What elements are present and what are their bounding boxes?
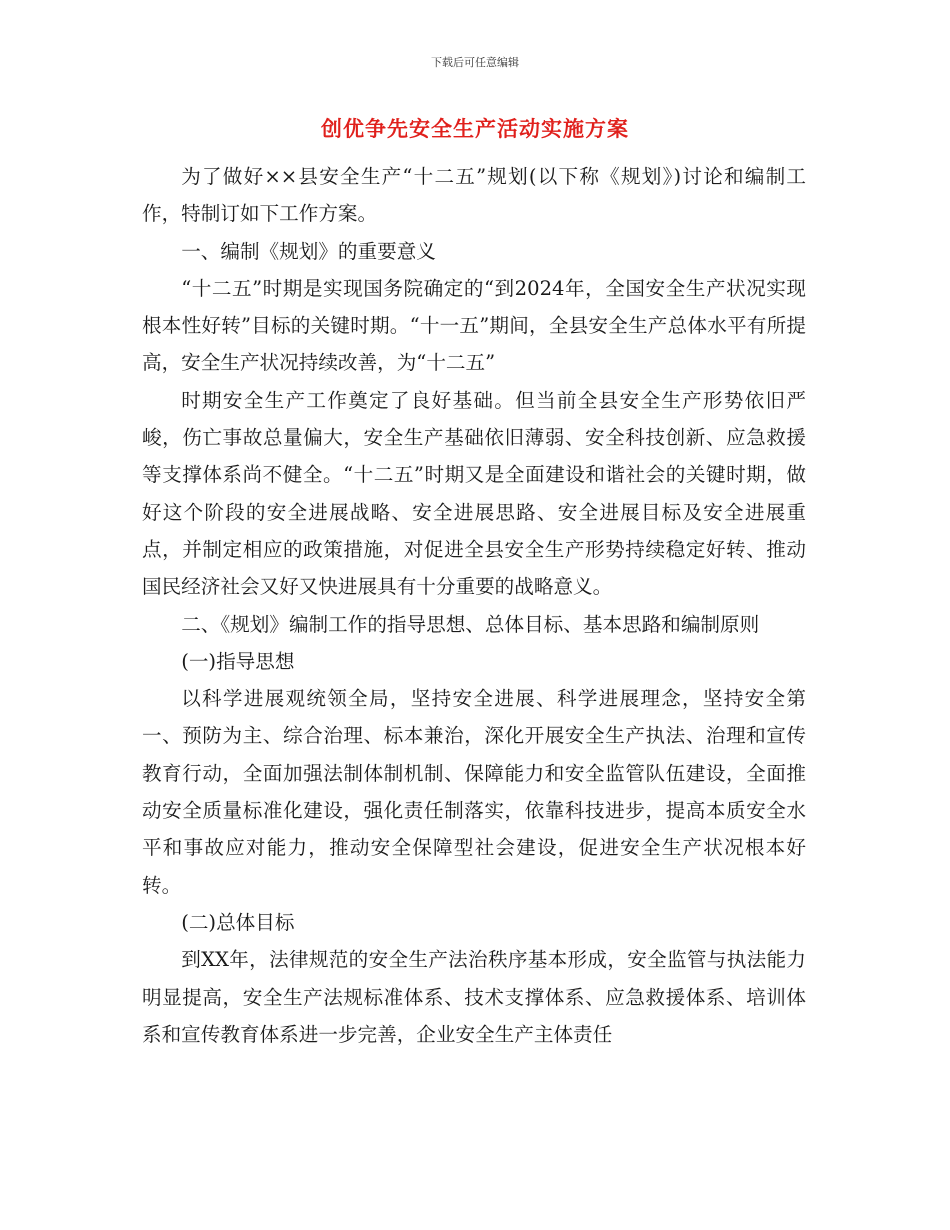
paragraph-overall-goal: 到XX年，法律规范的安全生产法治秩序基本形成，安全监管与执法能力明显提高，安全生产法规标准体系、技术支撑体系、应急救援体系、培训体系和宣传教育体系进一步完善，企业安全生产主体责任 xyxy=(142,948,806,1046)
subsection-heading-guiding-ideology: (一)指导思想 xyxy=(181,649,295,673)
paragraph-intro: 为了做好××县安全生产“十二五”规划(以下称《规划》)讨论和编制工作，特制订如下工作方案。 xyxy=(142,165,806,226)
header-note: 下载后可任意编辑 xyxy=(431,56,519,69)
paragraph-situation: 时期安全生产工作奠定了良好基础。但当前全县安全生产形势依旧严峻，伤亡事故总量偏大，安全生产基础依旧薄弱、安全科技创新、应急救援等支撑体系尚不健全。“十二五”时期又是全面建设和谐社会的关键时期，做好这个阶段的安全进展战略、安全进展思路、安全进展目标及安全进展重点，并制定相应的政策措施，对促进全县安全生产形势持续稳定好转、推动国民经济社会又好又快进展具有十分重要的战略意义。 xyxy=(142,388,806,599)
section-heading-2: 二、《规划》编制工作的指导思想、总体目标、基本思路和编制原则 xyxy=(181,612,760,636)
document-body xyxy=(142,158,806,1053)
paragraph-significance: “十二五”时期是实现国务院确定的“到2024年，全国安全生产状况实现根本性好转”目标的关键时期。“十一五”期间，全县安全生产总体水平有所提高，安全生产状况持续改善，为“十二五” xyxy=(142,276,806,375)
section-heading-1: 一、编制《规划》的重要意义 xyxy=(181,239,436,263)
paragraph-guiding-ideology: 以科学进展观统领全局，坚持安全进展、科学进展理念，坚持安全第一、预防为主、综合治理、标本兼治，深化开展安全生产执法、治理和宣传教育行动，全面加强法制体制机制、保障能力和安全监管队伍建设，全面推动安全质量标准化建设，强化责任制落实，依靠科技进步，提高本质安全水平和事故应对能力，推动安全保障型社会建设，促进安全生产状况根本好转。 xyxy=(142,687,806,897)
document-title: 创优争先安全生产活动实施方案 xyxy=(321,117,629,141)
subsection-heading-overall-goal: (二)总体目标 xyxy=(181,910,295,934)
